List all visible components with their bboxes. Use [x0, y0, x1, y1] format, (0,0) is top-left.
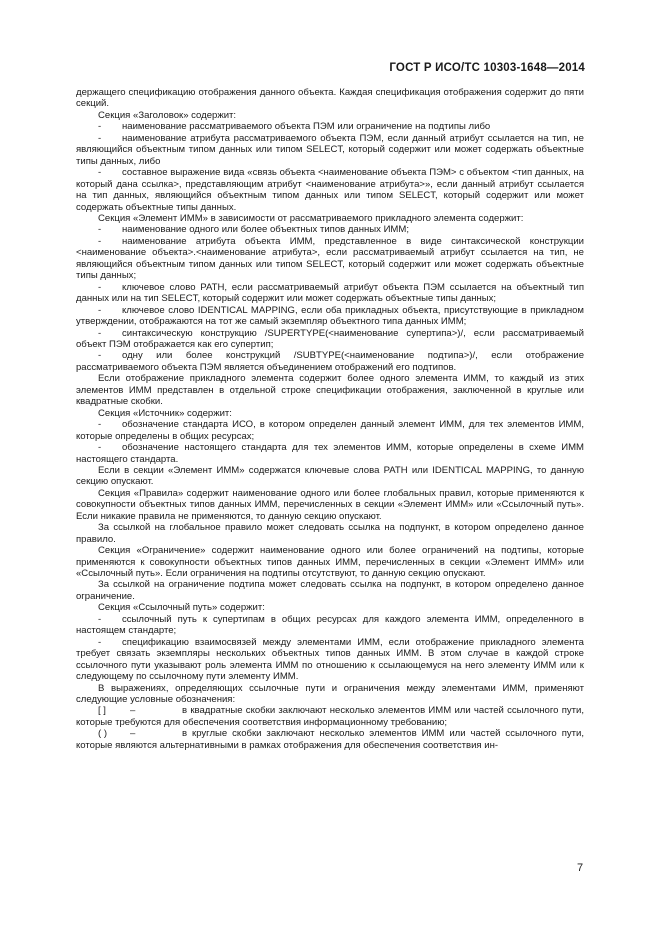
notation-dash: – [130, 705, 136, 717]
page-number: 7 [577, 862, 584, 874]
list-item [76, 328, 584, 351]
paragraph-text: Если отображение прикладного элемента содержит более одного элемента ИММ, то каждый из этих элементов ИММ представлен в отдельной строке спецификации отображения, заключенной в круглые или квадратные скобки. [76, 373, 584, 408]
paragraph-text: наименование рассматриваемого объекта ПЭМ или ограничение на подтипы либо [122, 121, 491, 133]
paragraph [76, 87, 584, 110]
list-dash: - [98, 419, 102, 431]
list-item [76, 236, 584, 282]
paragraph-text: спецификацию взаимосвязей между элементами ИММ, если отображение прикладного элемента требует связать экземпляры нескольких объектных типов данных ИММ. В этом случае в каждой строке ссылочного пути указывают роль элемента ИММ по отношению к ссылающемуся на него элементу ИММ или к следующему по ссылочному пути элементу ИММ. [76, 636, 584, 683]
paragraph-text: Секция «Правила» содержит наименование одного или более глобальных правил, которые применяются к совокупности объектных типов данных ИММ, перечисленных в секции «Элемент ИММ» или «Ссылочный путь». Если никакие правила не применяются, то данную секцию опускают. [76, 487, 584, 522]
list-dash: - [98, 327, 102, 339]
paragraph-text: одну или более конструкций /SUBTYPE(<наименование подтипа>)/, если отображение рассматриваемого объекта ПЭМ является объединением отображений его подтипов. [76, 350, 584, 373]
list-dash: - [98, 613, 102, 625]
notation-item [76, 705, 584, 728]
list-item [76, 305, 584, 328]
list-item [76, 224, 584, 235]
list-item [76, 614, 584, 637]
list-dash: - [98, 224, 102, 236]
paragraph-text: обозначение стандарта ИСО, в котором определен данный элемент ИММ, для тех элементов ИММ, которые определены в общих ресурсах; [76, 419, 584, 442]
list-dash: - [98, 121, 102, 133]
paragraph [76, 213, 584, 224]
list-dash: - [98, 167, 102, 179]
paragraph-text: За ссылкой на ограничение подтипа может следовать ссылка на подпункт, в котором определено данное ограничение. [76, 579, 584, 602]
paragraph-text: наименование атрибута объекта ИММ, представленное в виде синтаксической конструкции <наименование объекта>.<наименование атрибута>, если рассматриваемый атрибут ссылается на тип, не являющийся объектным типом данных или типом SELECT, который содержит или может содержать объектные типы данных; [76, 235, 584, 282]
notation-item [76, 728, 584, 751]
paragraph-text: Если в секции «Элемент ИММ» содержатся ключевые слова PATH или IDENTICAL MAPPING, то данную секцию опускают. [76, 464, 584, 488]
paragraph-text: В выражениях, определяющих ссылочные пути и ограничения между элементами ИММ, применяют следующие условные обозначения: [76, 682, 584, 706]
paragraph [76, 408, 584, 419]
paragraph [76, 602, 584, 613]
paragraph-text: наименование атрибута рассматриваемого объекта ПЭМ, если данный атрибут ссылается на тип, не являющийся объектным типом данных или типом SELECT, который содержит или может содержать объектные типы данных, либо [76, 132, 584, 167]
list-dash: - [98, 281, 102, 293]
document-header: ГОСТ Р ИСО/ТС 10303-1648—2014 [389, 62, 585, 74]
list-dash: - [98, 304, 102, 316]
paragraph [76, 683, 584, 706]
paragraph-text: Секция «Заголовок» содержит: [98, 109, 237, 121]
paragraph-text: Секция «Источник» содержит: [98, 407, 232, 419]
list-dash: - [98, 235, 102, 247]
list-item [76, 442, 584, 465]
paragraph-text: ключевое слово IDENTICAL MAPPING, если оба прикладных объекта, присутствующие в прикладном утверждении, отображаются на тот же самый экземпляр объектного типа данных ИММ; [76, 304, 584, 328]
list-item [76, 350, 584, 373]
list-item [76, 121, 584, 132]
paragraph-text: обозначение настоящего стандарта для тех элементов ИММ, которые определены в схеме ИММ настоящего стандарта. [76, 442, 584, 465]
notation-symbol: ( ) [98, 728, 108, 740]
list-dash: - [98, 350, 102, 362]
paragraph-text: За ссылкой на глобальное правило может следовать ссылка на подпункт, в котором определено данное правило. [76, 522, 584, 545]
list-item [76, 419, 584, 442]
paragraph [76, 488, 584, 522]
paragraph-text: ссылочный путь к супертипам в общих ресурсах для каждого элемента ИММ, определенного в настоящем стандарте; [76, 613, 584, 637]
list-item [76, 282, 584, 305]
paragraph-text: в круглые скобки заключают несколько элементов ИММ или частей ссылочного пути, которые являются альтернативными в рамках отображения для обеспечения соответствия ин- [76, 728, 584, 751]
paragraph [76, 373, 584, 407]
paragraph [76, 545, 584, 579]
paragraph-text: составное выражение вида «связь объекта <наименование объекта ПЭМ> с объектом <тип данных, на который дана ссылка>, представляющим атрибут <наименование атрибута>», если данный атрибут ссылается на тип данных, являющийся объектным типом данных или типом SELECT, который содержит или может содержать объектные типы данных. [76, 167, 584, 213]
list-dash: - [98, 636, 102, 648]
paragraph-text: держащего спецификацию отображения данного объекта. Каждая спецификация отображения содержит до пяти секций. [76, 87, 584, 110]
list-item [76, 637, 584, 683]
paragraph [76, 110, 584, 121]
list-item [76, 167, 584, 213]
notation-dash: – [130, 728, 136, 740]
list-dash: - [98, 442, 102, 454]
list-item [76, 133, 584, 167]
document-body [76, 87, 584, 751]
paragraph [76, 579, 584, 602]
paragraph-text: Секция «Элемент ИММ» в зависимости от рассматриваемого прикладного элемента содержит: [98, 212, 524, 224]
paragraph-text: наименование одного или более объектных типов данных ИММ; [122, 224, 409, 236]
paragraph-text: синтаксическую конструкцию /SUPERTYPE(<наименование супертипа>)/, если рассматриваемый объект ПЭМ отображается как его супертип; [76, 327, 584, 350]
paragraph [76, 522, 584, 545]
paragraph [76, 465, 584, 488]
paragraph-text: Секция «Ссылочный путь» содержит: [98, 602, 265, 614]
paragraph-text: в квадратные скобки заключают несколько элементов ИММ или частей ссылочного пути, которые требуются для обеспечения соответствия информационному требованию; [76, 705, 584, 728]
paragraph-text: Секция «Ограничение» содержит наименование одного или более ограничений на подтипы, которые применяются к совокупности объектных типов данных ИММ, перечисленных в секции «Элемент ИММ» или «Ссылочный путь». Если ограничения на подтипы отсутствуют, то данную секцию опускают. [76, 545, 584, 580]
list-dash: - [98, 132, 102, 144]
paragraph-text: ключевое слово PATH, если рассматриваемый атрибут объекта ПЭМ ссылается на объектный тип данных или на тип SELECT, который содержит или может содержать объектные типы данных; [76, 281, 584, 305]
notation-symbol: [ ] [98, 705, 106, 717]
